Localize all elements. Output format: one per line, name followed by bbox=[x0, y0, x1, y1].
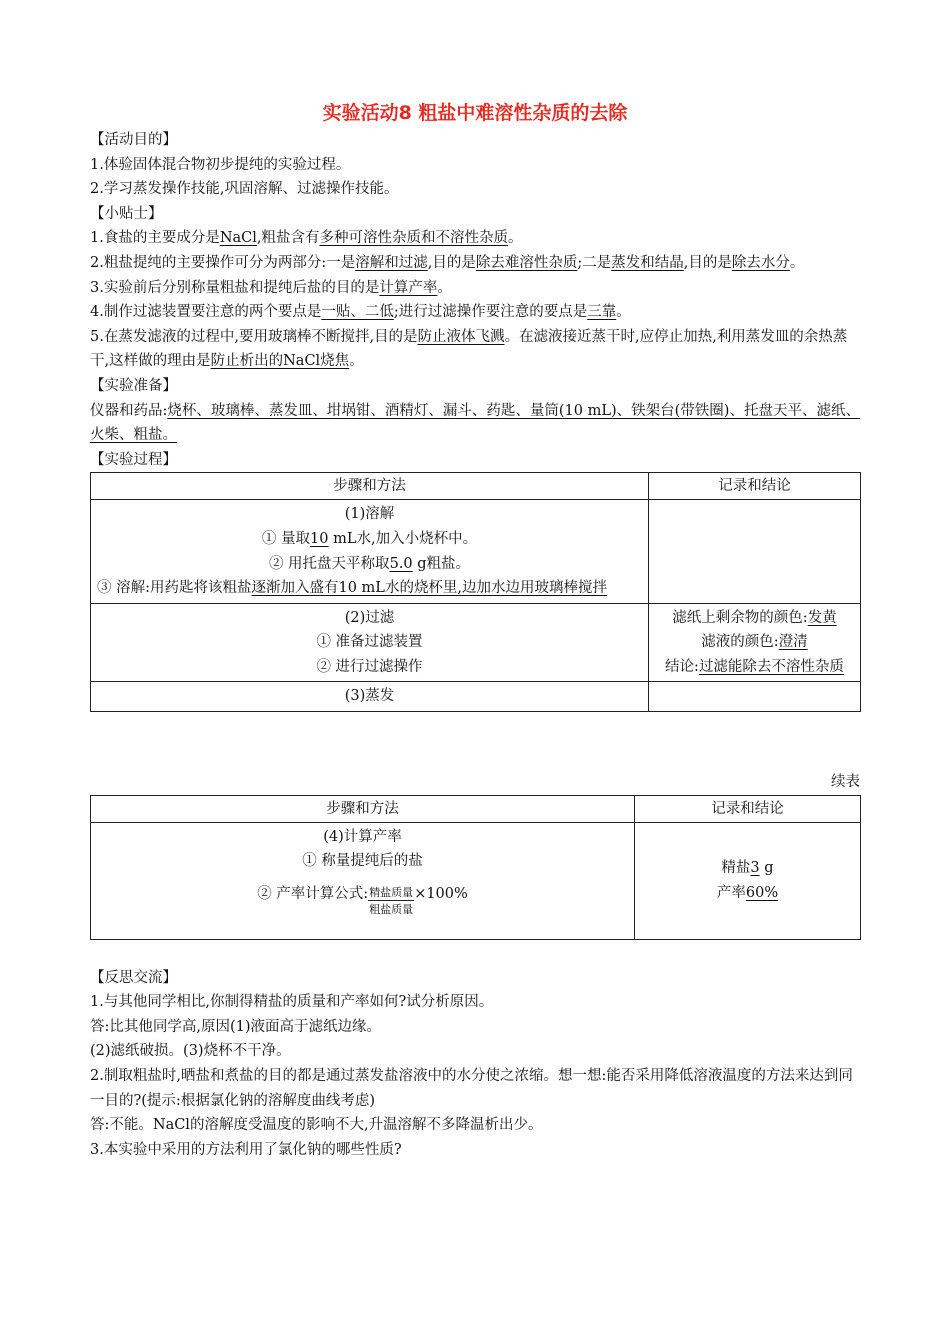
table-row bbox=[91, 500, 861, 603]
column-header-steps: 步骤和方法 bbox=[91, 795, 635, 822]
record-line: 产率60% bbox=[716, 884, 779, 901]
continued-label: 续表 bbox=[831, 774, 860, 791]
table-header-row bbox=[91, 473, 861, 500]
document-title: 实验活动8 粗盐中难溶性杂质的去除 bbox=[322, 102, 628, 124]
step-line: ③ 溶解:用药匙将该粗盐逐渐加入盛有10 mL水的烧杯里,边加水边用玻璃棒搅拌 bbox=[97, 580, 608, 597]
column-header-record: 记录和结论 bbox=[635, 795, 861, 822]
process-heading: 【实验过程】 bbox=[90, 451, 177, 468]
table-row bbox=[91, 822, 861, 939]
document-page bbox=[90, 100, 860, 1162]
record-line: 结论:过滤能除去不溶性杂质 bbox=[665, 658, 844, 675]
reflect-item: 答:比其他同学高,原因(1)液面高于滤纸边缘。 bbox=[90, 1018, 382, 1035]
step-line: ① 称量提纯后的盐 bbox=[302, 853, 423, 870]
tip-4: 4.制作过滤装置要注意的两个要点是一贴、二低;进行过滤操作要注意的要点是三靠。 bbox=[90, 304, 631, 321]
table-header-row bbox=[91, 795, 861, 822]
table-row bbox=[91, 603, 861, 682]
tip-3: 3.实验前后分别称量粗盐和提纯后盐的目的是计算产率。 bbox=[90, 279, 452, 296]
record-line: 精盐3 g bbox=[721, 860, 774, 877]
process-table bbox=[90, 472, 861, 712]
reflect-heading: 【反思交流】 bbox=[90, 969, 177, 986]
yield-formula: ② 产率计算公式: $\frac{\text{精盐质量}}{\text{粗盐质量}}$ ×100% bbox=[257, 885, 468, 916]
record-cell-empty bbox=[649, 682, 861, 712]
reflect-item: (2)滤纸破损。(3)烧杯不干净。 bbox=[90, 1043, 291, 1060]
step-title: (1)溶解 bbox=[344, 506, 395, 523]
record-line: 滤纸上剩余物的颜色:发黄 bbox=[672, 609, 837, 626]
step-title: (2)过滤 bbox=[344, 609, 395, 626]
step-line: ② 进行过滤操作 bbox=[316, 658, 423, 675]
step-title: (4)计算产率 bbox=[323, 828, 402, 845]
column-header-steps: 步骤和方法 bbox=[91, 473, 649, 500]
reflect-item: 2.制取粗盐时,晒盐和煮盐的目的都是通过蒸发盐溶液中的水分使之浓缩。想一想:能否采用降低溶液温度的方法来达到同一目的?(提示:根据氯化钠的溶解度曲线考虑) bbox=[90, 1068, 853, 1109]
step-dissolve bbox=[91, 500, 649, 603]
prep-list: 仪器和药品:烧杯、玻璃棒、蒸发皿、坩埚钳、酒精灯、漏斗、药匙、量筒(10 mL)、铁架台(带铁圈)、托盘天平、滤纸、火柴、粗盐。 bbox=[90, 402, 860, 444]
step-evaporate: (3)蒸发 bbox=[91, 682, 649, 712]
step-line: ② 用托盘天平称取5.0 g粗盐。 bbox=[268, 555, 471, 572]
tip-5: 5.在蒸发滤液的过程中,要用玻璃棒不断搅拌,目的是防止液体飞溅。在滤液接近蒸干时,应停止加热,利用蒸发皿的余热蒸干,这样做的理由是防止析出的NaCl烧焦。 bbox=[90, 328, 848, 370]
purpose-heading: 【活动目的】 bbox=[90, 132, 177, 148]
step-line: ① 量取10 mL水,加入小烧杯中。 bbox=[261, 530, 478, 547]
reflect-item: 答:不能。NaCl的溶解度受温度的影响不大,升温溶解不多降温析出少。 bbox=[90, 1117, 543, 1134]
tips-heading: 【小贴士】 bbox=[90, 205, 163, 222]
record-filter bbox=[649, 603, 861, 682]
table-row bbox=[91, 682, 861, 712]
yield-fraction: $\frac{\text{精盐质量}}{\text{粗盐质量}}$ bbox=[369, 885, 414, 916]
step-filter bbox=[91, 603, 649, 682]
purpose-item-2: 2.学习蒸发操作技能,巩固溶解、过滤操作技能。 bbox=[90, 181, 399, 198]
record-cell-empty bbox=[649, 500, 861, 603]
reflect-item: 3.本实验中采用的方法利用了氯化钠的哪些性质? bbox=[90, 1141, 402, 1158]
tip-1: 1.食盐的主要成分是NaCl,粗盐含有多种可溶性杂质和不溶性杂质。 bbox=[90, 230, 523, 247]
prep-heading: 【实验准备】 bbox=[90, 377, 177, 394]
column-header-record: 记录和结论 bbox=[649, 473, 861, 500]
purpose-item-1: 1.体验固体混合物初步提纯的实验过程。 bbox=[90, 156, 351, 173]
step-yield bbox=[91, 822, 635, 939]
reflect-item: 1.与其他同学相比,你制得精盐的质量和产率如何?试分析原因。 bbox=[90, 994, 494, 1011]
record-yield bbox=[635, 822, 861, 939]
tip-2: 2.粗盐提纯的主要操作可分为两部分:一是溶解和过滤,目的是除去难溶性杂质;二是蒸发和结晶,目的是除去水分。 bbox=[90, 254, 805, 271]
continued-table bbox=[90, 795, 861, 940]
step-line: ① 准备过滤装置 bbox=[316, 634, 423, 651]
record-line: 滤液的颜色:澄清 bbox=[701, 634, 808, 651]
